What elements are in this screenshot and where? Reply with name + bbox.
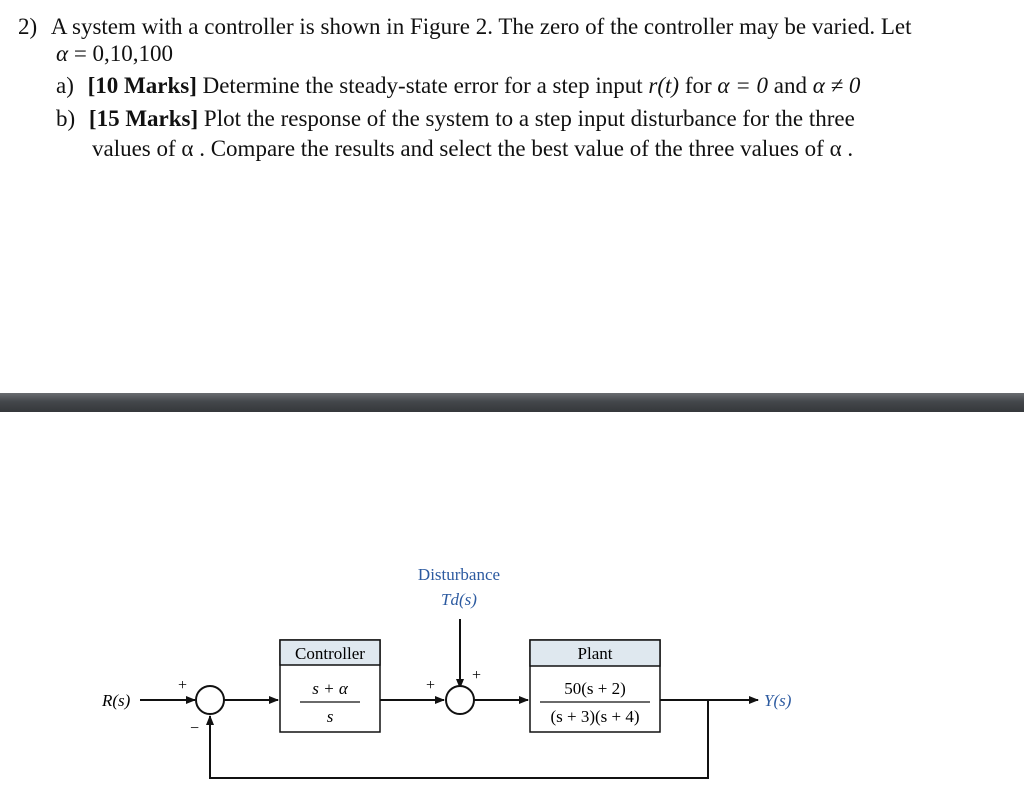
part-a-cond1: α = 0	[717, 73, 768, 98]
summing-junction-1	[196, 686, 224, 714]
alpha-symbol: α	[56, 41, 69, 66]
part-a-cond2: α ≠ 0	[812, 73, 861, 98]
part-a-text: Determine the steady-state error for a step input	[196, 73, 649, 98]
part-b-line-2: values of α . Compare the results and select the best value of the three values of α .	[92, 136, 854, 161]
question-line-1	[18, 12, 912, 42]
part-b-marks: [15 Marks]	[88, 106, 199, 131]
plant-denominator: (s + 3)(s + 4)	[550, 707, 640, 726]
question-intro: A system with a controller is shown in Figure 2. The zero of the controller may be varied. Let	[50, 14, 912, 39]
question-line-2	[56, 39, 173, 69]
plant-block	[530, 640, 660, 732]
part-a-marks: [10 Marks]	[87, 73, 197, 98]
question-number: 2)	[18, 14, 38, 39]
plant-numerator: 50(s + 2)	[564, 679, 626, 698]
part-a	[56, 71, 860, 101]
sum2-plus-left: +	[426, 677, 436, 694]
part-b-label: b)	[56, 106, 76, 131]
input-label: R(s)	[102, 691, 131, 710]
output-label: Y(s)	[764, 691, 792, 710]
controller-numerator: s + α	[312, 679, 348, 698]
part-a-and: and	[767, 73, 813, 98]
block-diagram	[0, 412, 1024, 805]
disturbance-signal: Td(s)	[441, 590, 477, 609]
part-b	[56, 104, 855, 134]
part-a-input: r(t)	[648, 73, 680, 98]
controller-title: Controller	[295, 644, 365, 663]
page-divider	[0, 393, 1024, 412]
disturbance-label: Disturbance	[417, 565, 501, 584]
part-b-text: Plot the response of the system to a step input disturbance for the three	[198, 106, 855, 131]
summing-junction-2	[446, 686, 474, 714]
sum1-minus-sign: −	[190, 720, 200, 737]
controller-denominator: s	[326, 707, 334, 726]
alpha-values: = 0,10,100	[68, 41, 174, 66]
sum2-plus-top: +	[472, 667, 482, 684]
controller-block	[280, 640, 380, 732]
part-a-label: a)	[56, 73, 74, 98]
sum1-plus-sign: +	[178, 677, 188, 694]
plant-title: Plant	[577, 644, 613, 663]
part-a-for: for	[679, 73, 718, 98]
